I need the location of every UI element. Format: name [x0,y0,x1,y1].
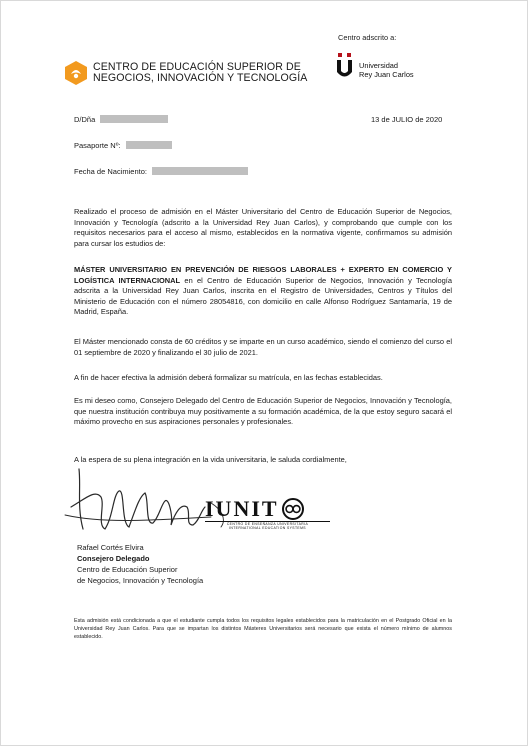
iunit-brand: IUNIT [205,496,279,521]
university-name [359,61,414,79]
signatory-block [77,542,203,586]
institution-logo [65,58,315,88]
signatory-title: Consejero Delegado [77,554,150,563]
paragraph-program [74,265,452,318]
paragraph-wishes: Es mi deseo como, Consejero Delegado del Centro de Educación Superior de Negocios, Innovación y Tecnología, que nuestra institución contribuya muy positivamente a su formación académica, de la que estoy seguro sacará el máximo provecho en sus aspiraciones personales y profesionales. [74,396,452,427]
university-name-line2: Rey Juan Carlos [359,70,414,79]
university-u-icon [336,51,353,79]
birthdate-field [74,167,248,176]
redacted-name [100,115,168,123]
institution-name [93,62,307,84]
institution-name-line1: CENTRO DE EDUCACIÓN SUPERIOR DE [93,61,301,73]
institution-name-line2: NEGOCIOS, INNOVACIÓN Y TECNOLOGÍA [93,72,308,84]
adscrito-label: Centro adscrito a: [338,33,397,42]
iunit-tagline1: CENTRO DE ENSEÑANZA UNIVERSITARIA [226,522,309,526]
iunit-emblem-icon [282,498,304,520]
redacted-passport [126,141,172,149]
hexagon-logo-icon [65,61,87,85]
footnote: Esta admisión está condicionada a que el estudiante cumpla todos los requisitos legales establecidos para la matriculación en el Postgrado Oficial en la Universidad Rey Juan Carlos. Para que se impartan los distintos Másteres Universitarios será necesario que exista el número mínimo de alumnos establecido. [74,618,452,640]
paragraph-admission: Realizado el proceso de admisión en el Máster Universitario del Centro de Educación Superior de Negocios, Innovación y Tecnología (adscrito a la Universidad Rey Juan Carlos), y comprobando que cumple con los requisitos necesarios para el acceso al mismo, establecidos en la normativa vigente, confirmamos su admisión para cursar los estudios de: [74,207,452,248]
passport-field [74,141,172,150]
signatory-name: Rafael Cortés Elvira [77,543,144,552]
program-details: en el Centro de Educación Superior de Negocios, Innovación y Tecnología adscrita a la Universidad Rey Juan Carlos, inscrita en el Registro de Universidades, Centros y Títulos del Ministerio de Educación con el número 28054816, con domicilio en calle Alfonso Rodríguez Santamaría, 19 de Madrid, España. [74,275,452,317]
iunit-stamp [205,498,355,538]
redacted-birthdate [152,167,248,175]
university-logo [336,51,414,79]
program-title: MÁSTER UNIVERSITARIO EN PREVENCIÓN DE RIESGOS LABORALES + EXPERTO EN COMERCIO Y LOGÍSTICA INTERNACIONAL [74,265,452,285]
paragraph-closing: A la espera de su plena integración en la vida universitaria, le saluda cordialmente, [74,455,347,464]
name-label: D/Dña [74,115,96,124]
letter-date: 13 de JULIO de 2020 [371,115,443,124]
paragraph-credits: El Máster mencionado consta de 60 créditos y se imparte en un curso académico, siendo el comienzo del curso el 01 septiembre de 2020 y finalizando el 30 julio de 2021. [74,337,452,357]
signatory-org-line2: de Negocios, Innovación y Tecnología [77,576,204,585]
name-field [74,115,168,124]
signatory-org-line1: Centro de Educación Superior [77,565,178,574]
passport-label: Pasaporte Nº: [74,141,121,150]
birthdate-label: Fecha de Nacimiento: [74,167,147,176]
iunit-tagline2: INTERNATIONAL EDUCATION SYSTEMS [229,526,306,531]
university-name-line1: Universidad [359,61,399,70]
paragraph-enrollment: A fin de hacer efectiva la admisión deberá formalizar su matrícula, en las fechas establecidas. [74,373,383,382]
